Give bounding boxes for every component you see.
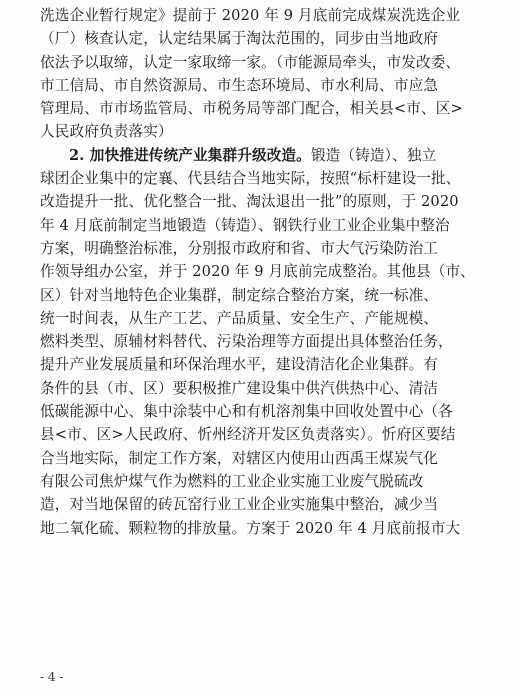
text-line: 燃料类型、原辅材料替代、污染治理等方面提出具体整治任务， [40, 333, 453, 351]
text-line: 人民政府负责落实） [40, 123, 173, 141]
text-line: 市工信局、市自然资源局、市生态环境局、市水利局、市应急 [40, 76, 439, 94]
text-line: 造，对当地保留的砖瓦窑行业工业企业实施集中整治，减少当 [40, 496, 439, 514]
text-line: 改造提升一批、优化整合一批、淘汰退出一批”的原则，于 2020 [40, 193, 459, 211]
text-line: 统一时间表，从生产工艺、产品质量、安全生产、产能规模、 [40, 309, 439, 327]
text-line: 有限公司焦炉煤气作为燃料的工业企业实施工业废气脱硫改 [40, 472, 424, 490]
text-line: 提升产业发展质量和环保治理水平，建设清洁化企业集群。有 [40, 356, 439, 374]
text-line: 依法予以取缔，认定一家取缔一家。（市能源局牵头，市发改委、 [40, 53, 461, 71]
page-number: - 4 - [40, 670, 64, 684]
text-line: （厂）核查认定，认定结果属于淘汰范围的，同步由当地政府 [40, 30, 439, 48]
section-heading-line [40, 144, 508, 167]
text-line: 合当地实际，制定工作方案，对辖区内使用山西禹王煤炭气化 [40, 449, 439, 467]
text-line-rest: 锻造（铸造）、独立 [310, 146, 437, 164]
text-line: 洗选企业暂行规定》提前于 2020 年 9 月底前完成煤炭洗选企业 [40, 7, 461, 24]
text-line: 球团企业集中的定襄、代县结合当地实际，按照“标杆建设一批、 [40, 170, 461, 188]
text-line: 区）针对当地特色企业集群，制定综合整治方案，统一标准、 [40, 286, 439, 304]
text-line: 方案，明确整治标准，分别报市政府和省、市大气污染防治工 [40, 239, 439, 257]
text-line: 地二氧化硫、颗粒物的排放量。方案于 2020 年 4 月底前报市大 [40, 519, 461, 537]
section-heading: 2. 加快推进传统产业集群升级改造。 [69, 146, 311, 164]
text-line: 年 4 月底前制定当地锻造（铸造）、钢铁行业工业企业集中整治 [40, 216, 450, 234]
text-line: 条件的县（市、区）要积极推广建设集中供汽供热中心、清洁 [40, 379, 439, 397]
text-line: 管理局、市市场监管局、市税务局等部门配合，相关县<市、区> [40, 100, 463, 118]
document-body [40, 4, 508, 540]
text-line: 低碳能源中心、集中涂装中心和有机溶剂集中回收处置中心（各 [40, 403, 453, 421]
text-line: 作领导组办公室，并于 2020 年 9 月底前完成整治。其他县（市、 [40, 263, 475, 281]
text-line: 县<市、区>人民政府、忻州经济开发区负责落实）。忻府区要结 [40, 426, 456, 444]
